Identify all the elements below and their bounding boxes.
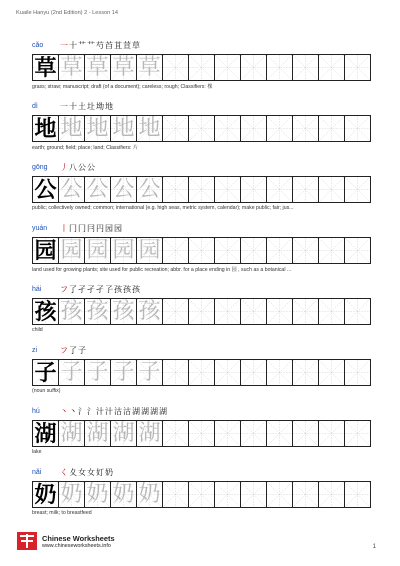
stroke-step: 湖 xyxy=(141,407,149,416)
grid-cell[interactable] xyxy=(84,298,111,325)
grid-cell[interactable] xyxy=(344,359,371,386)
grid-cell[interactable] xyxy=(84,176,111,203)
stroke-step: 冂 xyxy=(78,224,86,233)
stroke-step: 艹 xyxy=(78,41,86,50)
trace-character: 奶 xyxy=(138,481,161,507)
grid-cell[interactable] xyxy=(136,54,163,81)
grid-cell[interactable] xyxy=(266,298,293,325)
trace-character: 奶 xyxy=(60,481,83,507)
stroke-step: 十 xyxy=(69,41,77,50)
trace-character: 湖 xyxy=(138,420,161,446)
stroke-step: 丶 xyxy=(69,407,77,416)
grid-cell[interactable] xyxy=(344,298,371,325)
meaning-text: grass; straw; manuscript; draft (of a document); careless; rough; Classifiers: 棵 xyxy=(32,84,213,90)
stroke-step: 女 xyxy=(78,468,86,477)
pinyin-label: cǎo xyxy=(32,42,44,49)
stroke-step: 八 xyxy=(69,163,77,172)
grid-cell[interactable] xyxy=(240,237,267,264)
grid-cell[interactable] xyxy=(110,298,137,325)
grid-cell[interactable] xyxy=(110,54,137,81)
trace-character: 子 xyxy=(112,359,135,385)
grid-cell[interactable] xyxy=(266,420,293,447)
page-number: 1 xyxy=(372,544,376,550)
pinyin-label: dì xyxy=(32,103,38,110)
grid-cell[interactable] xyxy=(136,481,163,508)
grid-cell[interactable] xyxy=(214,176,241,203)
meaning-text: earth; ground; field; place; land; Classifiers: 片 xyxy=(32,145,139,151)
grid-cell[interactable] xyxy=(292,115,319,142)
trace-character: 园 xyxy=(60,237,83,263)
writing-grid xyxy=(32,420,370,447)
stroke-step: 十 xyxy=(69,102,77,111)
model-character: 奶 xyxy=(34,481,57,508)
stroke-step: 一 xyxy=(60,41,68,50)
grid-cell[interactable] xyxy=(318,115,345,142)
grid-cell[interactable] xyxy=(110,359,137,386)
grid-cell[interactable] xyxy=(344,115,371,142)
stroke-step: 湖 xyxy=(132,407,140,416)
stroke-step: 沽 xyxy=(123,407,131,416)
stroke-step: く xyxy=(60,468,68,477)
stroke-step: 土 xyxy=(78,102,86,111)
grid-cell[interactable] xyxy=(162,176,189,203)
stroke-step: 沽 xyxy=(114,407,122,416)
grid-cell[interactable] xyxy=(344,481,371,508)
stroke-step: 湖 xyxy=(159,407,167,416)
pinyin-label: hú xyxy=(32,408,40,415)
model-character: 子 xyxy=(34,359,57,386)
grid-cell[interactable] xyxy=(162,115,189,142)
grid-cell[interactable] xyxy=(240,420,267,447)
model-character: 孩 xyxy=(34,298,57,325)
model-character: 湖 xyxy=(34,420,57,447)
grid-cell[interactable] xyxy=(318,237,345,264)
stroke-order xyxy=(60,223,122,235)
stroke-step: フ xyxy=(60,346,68,355)
grid-cell[interactable] xyxy=(266,359,293,386)
grid-cell[interactable] xyxy=(344,420,371,447)
stroke-step: 园 xyxy=(105,224,113,233)
character-row xyxy=(32,347,386,407)
grid-cell[interactable] xyxy=(240,115,267,142)
grid-cell[interactable] xyxy=(58,54,85,81)
grid-cell[interactable] xyxy=(162,481,189,508)
trace-character: 子 xyxy=(60,359,83,385)
stroke-step: 艹 xyxy=(87,41,95,50)
trace-character: 公 xyxy=(138,176,161,202)
stroke-step: 公 xyxy=(78,163,86,172)
grid-cell[interactable] xyxy=(136,359,163,386)
stroke-step: 公 xyxy=(87,163,95,172)
stroke-step: 奶 xyxy=(105,468,113,477)
grid-cell[interactable] xyxy=(214,481,241,508)
writing-grid xyxy=(32,359,370,386)
stroke-step: 苴 xyxy=(114,41,122,50)
stroke-step: 円 xyxy=(96,224,104,233)
stroke-step: 孩 xyxy=(123,285,131,294)
model-character: 园 xyxy=(34,237,57,264)
grid-cell[interactable] xyxy=(318,54,345,81)
stroke-step: 女 xyxy=(87,468,95,477)
grid-cell[interactable] xyxy=(162,359,189,386)
trace-character: 地 xyxy=(138,115,161,141)
trace-character: 地 xyxy=(60,115,83,141)
stroke-step: 冂 xyxy=(69,224,77,233)
grid-cell[interactable] xyxy=(136,115,163,142)
grid-cell[interactable] xyxy=(84,481,111,508)
stroke-step: 荁 xyxy=(123,41,131,50)
grid-cell[interactable] xyxy=(318,481,345,508)
stroke-step: 孑 xyxy=(96,285,104,294)
stroke-step: 孒 xyxy=(105,285,113,294)
worksheet-header: Kuaile Hanyu (2nd Edition) 2 - Lesson 14 xyxy=(16,10,118,16)
stroke-step: 冃 xyxy=(87,224,95,233)
stroke-step: 丿 xyxy=(60,163,68,172)
stroke-step: 园 xyxy=(114,224,122,233)
footer xyxy=(16,532,115,550)
grid-cell[interactable] xyxy=(84,54,111,81)
grid-cell[interactable] xyxy=(214,359,241,386)
grid-cell[interactable] xyxy=(58,420,85,447)
trace-character: 草 xyxy=(60,54,83,80)
stroke-order xyxy=(60,406,167,418)
grid-cell[interactable] xyxy=(188,237,215,264)
grid-cell[interactable] xyxy=(136,237,163,264)
grid-cell[interactable] xyxy=(344,176,371,203)
stroke-step: 了 xyxy=(69,285,77,294)
stroke-step: 丶 xyxy=(60,407,68,416)
grid-cell[interactable] xyxy=(318,298,345,325)
stroke-order xyxy=(60,284,140,296)
grid-cell[interactable] xyxy=(240,54,267,81)
grid-cell[interactable] xyxy=(188,481,215,508)
stroke-step: 奵 xyxy=(96,468,104,477)
trace-character: 孩 xyxy=(112,298,135,324)
character-row xyxy=(32,225,386,285)
grid-cell[interactable] xyxy=(266,237,293,264)
meaning-text: (noun suffix) xyxy=(32,388,61,394)
character-row xyxy=(32,286,386,346)
grid-cell[interactable] xyxy=(240,481,267,508)
character-row xyxy=(32,408,386,468)
grid-cell[interactable] xyxy=(162,420,189,447)
character-row xyxy=(32,103,386,163)
grid-cell[interactable] xyxy=(136,176,163,203)
grid-cell[interactable] xyxy=(162,237,189,264)
footer-brand-name: Chinese Worksheets xyxy=(42,533,115,543)
trace-character: 子 xyxy=(86,359,109,385)
grid-cell[interactable] xyxy=(214,420,241,447)
trace-character: 孩 xyxy=(60,298,83,324)
grid-cell[interactable] xyxy=(292,359,319,386)
trace-character: 奶 xyxy=(86,481,109,507)
stroke-step: 孑 xyxy=(78,285,86,294)
grid-cell[interactable] xyxy=(58,298,85,325)
grid-cell[interactable] xyxy=(318,176,345,203)
grid-cell[interactable] xyxy=(110,176,137,203)
grid-cell[interactable] xyxy=(214,237,241,264)
grid-cell[interactable] xyxy=(84,237,111,264)
grid-cell[interactable] xyxy=(58,115,85,142)
stroke-step: 一 xyxy=(60,102,68,111)
grid-cell[interactable] xyxy=(110,237,137,264)
grid-cell[interactable] xyxy=(292,54,319,81)
grid-cell[interactable] xyxy=(32,115,59,142)
grid-cell[interactable] xyxy=(318,420,345,447)
stroke-order xyxy=(60,162,95,174)
grid-cell[interactable] xyxy=(292,237,319,264)
trace-character: 草 xyxy=(112,54,135,80)
grid-cell[interactable] xyxy=(110,481,137,508)
pinyin-label: hái xyxy=(32,286,42,293)
trace-character: 地 xyxy=(112,115,135,141)
grid-cell[interactable] xyxy=(266,115,293,142)
grid-cell[interactable] xyxy=(266,54,293,81)
writing-grid xyxy=(32,237,370,264)
pinyin-label: zi xyxy=(32,347,38,354)
grid-cell[interactable] xyxy=(266,481,293,508)
footer-url: www.chineseworksheets.info xyxy=(42,542,111,549)
stroke-step: 汁 xyxy=(105,407,113,416)
character-row xyxy=(32,164,386,224)
trace-character: 湖 xyxy=(86,420,109,446)
stroke-step: 孑 xyxy=(87,285,95,294)
writing-grid xyxy=(32,481,370,508)
trace-character: 地 xyxy=(86,115,109,141)
trace-character: 园 xyxy=(138,237,161,263)
footer-brand xyxy=(42,534,115,549)
grid-cell[interactable] xyxy=(240,176,267,203)
trace-character: 湖 xyxy=(60,420,83,446)
meaning-text: public; collectively owned; common; international (e.g. high seas, metric system, calendar); make public; fair; jus... xyxy=(32,205,294,211)
grid-cell[interactable] xyxy=(58,176,85,203)
pinyin-label: yuán xyxy=(32,225,48,232)
grid-cell[interactable] xyxy=(84,115,111,142)
grid-cell[interactable] xyxy=(58,481,85,508)
grid-cell[interactable] xyxy=(214,54,241,81)
chinese-worksheets-logo-icon xyxy=(16,532,38,550)
meaning-text: breast; milk; to breastfeed xyxy=(32,510,92,516)
grid-cell[interactable] xyxy=(214,115,241,142)
grid-cell[interactable] xyxy=(188,115,215,142)
character-row xyxy=(32,469,386,529)
trace-character: 公 xyxy=(60,176,83,202)
trace-character: 公 xyxy=(112,176,135,202)
stroke-step: 地 xyxy=(105,102,113,111)
trace-character: 子 xyxy=(138,359,161,385)
writing-grid xyxy=(32,115,370,142)
grid-cell[interactable] xyxy=(136,420,163,447)
grid-cell[interactable] xyxy=(188,176,215,203)
grid-cell[interactable] xyxy=(110,420,137,447)
grid-cell[interactable] xyxy=(32,54,59,81)
trace-character: 奶 xyxy=(112,481,135,507)
grid-cell[interactable] xyxy=(32,176,59,203)
stroke-order xyxy=(60,345,86,357)
trace-character: 孩 xyxy=(86,298,109,324)
grid-cell[interactable] xyxy=(188,359,215,386)
writing-grid xyxy=(32,176,370,203)
stroke-step: 汁 xyxy=(96,407,104,416)
stroke-step: フ xyxy=(60,285,68,294)
character-row xyxy=(32,42,386,102)
grid-cell[interactable] xyxy=(188,420,215,447)
grid-cell[interactable] xyxy=(84,359,111,386)
pinyin-label: gōng xyxy=(32,164,48,171)
grid-cell[interactable] xyxy=(344,237,371,264)
grid-cell[interactable] xyxy=(136,298,163,325)
grid-cell[interactable] xyxy=(292,176,319,203)
stroke-step: 氵 xyxy=(87,407,95,416)
trace-character: 园 xyxy=(112,237,135,263)
stroke-step: 芍 xyxy=(96,41,104,50)
stroke-step: 草 xyxy=(132,41,140,50)
grid-cell[interactable] xyxy=(344,54,371,81)
trace-character: 园 xyxy=(86,237,109,263)
grid-cell[interactable] xyxy=(58,359,85,386)
grid-cell[interactable] xyxy=(32,420,59,447)
pinyin-label: nǎi xyxy=(32,469,42,476)
writing-grid xyxy=(32,298,370,325)
stroke-order xyxy=(60,467,113,479)
grid-cell[interactable] xyxy=(32,359,59,386)
stroke-step: 孩 xyxy=(114,285,122,294)
trace-character: 孩 xyxy=(138,298,161,324)
grid-cell[interactable] xyxy=(188,298,215,325)
stroke-step: 子 xyxy=(78,346,86,355)
grid-cell[interactable] xyxy=(32,237,59,264)
stroke-step: 坳 xyxy=(96,102,104,111)
grid-cell[interactable] xyxy=(84,420,111,447)
grid-cell[interactable] xyxy=(110,115,137,142)
stroke-step: 苩 xyxy=(105,41,113,50)
grid-cell[interactable] xyxy=(266,176,293,203)
stroke-step: 丨 xyxy=(60,224,68,233)
stroke-step: 圵 xyxy=(87,102,95,111)
meaning-text: child xyxy=(32,327,43,333)
grid-cell[interactable] xyxy=(292,481,319,508)
grid-cell[interactable] xyxy=(240,359,267,386)
stroke-order xyxy=(60,40,140,52)
stroke-step: 孩 xyxy=(132,285,140,294)
trace-character: 湖 xyxy=(112,420,135,446)
trace-character: 草 xyxy=(138,54,161,80)
model-character: 草 xyxy=(34,54,57,81)
stroke-order xyxy=(60,101,113,113)
model-character: 地 xyxy=(34,115,57,142)
writing-grid xyxy=(32,54,370,81)
grid-cell[interactable] xyxy=(58,237,85,264)
trace-character: 公 xyxy=(86,176,109,202)
stroke-step: 夊 xyxy=(69,468,77,477)
grid-cell[interactable] xyxy=(318,359,345,386)
stroke-step: 了 xyxy=(69,346,77,355)
meaning-text: land used for growing plants; site used for public recreation; abbr. for a place ending in 园 , such as a botanical ... xyxy=(32,267,292,273)
grid-cell[interactable] xyxy=(162,54,189,81)
grid-cell[interactable] xyxy=(162,298,189,325)
meaning-text: lake xyxy=(32,449,42,455)
grid-cell[interactable] xyxy=(292,420,319,447)
grid-cell[interactable] xyxy=(188,54,215,81)
grid-cell[interactable] xyxy=(32,481,59,508)
grid-cell[interactable] xyxy=(292,298,319,325)
trace-character: 草 xyxy=(86,54,109,80)
model-character: 公 xyxy=(34,176,57,203)
stroke-step: 氵 xyxy=(78,407,86,416)
stroke-step: 湖 xyxy=(150,407,158,416)
grid-cell[interactable] xyxy=(240,298,267,325)
grid-cell[interactable] xyxy=(214,298,241,325)
grid-cell[interactable] xyxy=(32,298,59,325)
